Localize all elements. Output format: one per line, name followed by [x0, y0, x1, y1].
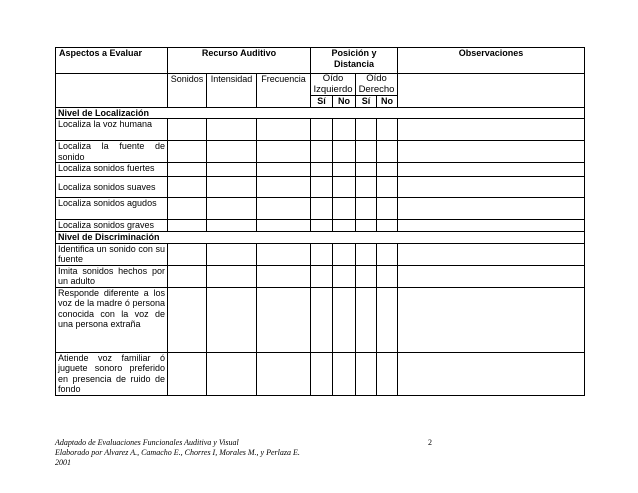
section-title-localization: Nivel de Localización [56, 107, 585, 119]
row-label: Localiza sonidos graves [56, 220, 168, 232]
table-row [56, 287, 585, 352]
footer-credits [55, 438, 300, 468]
header-observations-blank [398, 74, 585, 108]
row-label: Identifica un sonido con su fuente [56, 243, 168, 265]
row-label: Imita sonidos hechos por un adulto [56, 265, 168, 287]
footer-line-1: Adaptado de Evaluaciones Funcionales Auditiva y Visual [55, 438, 239, 447]
header-aspects-blank [56, 74, 168, 108]
row-label: Localiza la voz humana [56, 119, 168, 141]
footer-line-3: 2001 [55, 458, 71, 467]
header-frequency: Frecuencia [257, 74, 311, 108]
section-title-discrimination: Nivel de Discriminación [56, 232, 585, 244]
table-row [56, 163, 585, 177]
table-row [56, 220, 585, 232]
table-row [56, 198, 585, 220]
header-right-no: No [377, 96, 398, 108]
header-observations: Observaciones [398, 48, 585, 74]
page-number: 2 [428, 438, 432, 447]
header-right-yes: Sí [356, 96, 377, 108]
table-row [56, 352, 585, 395]
table-row [56, 119, 585, 141]
header-left-ear: Oído Izquierdo [311, 74, 356, 96]
row-label: Localiza sonidos fuertes [56, 163, 168, 177]
evaluation-table [55, 47, 585, 396]
header-sounds: Sonidos [168, 74, 207, 108]
header-position: Posición y Distancia [311, 48, 398, 74]
row-label: Localiza sonidos suaves [56, 177, 168, 198]
table-row [56, 177, 585, 198]
row-label: Atiende voz familiar ó juguete sonoro preferido en presencia de ruido de fondo [56, 352, 168, 395]
row-label: Responde diferente a los voz de la madre ó persona conocida con la voz de una persona extraña [56, 287, 168, 352]
header-left-yes: Sí [311, 96, 333, 108]
header-resource: Recurso Auditivo [168, 48, 311, 74]
row-label: Localiza la fuente de sonido [56, 141, 168, 163]
header-intensity: Intensidad [207, 74, 257, 108]
table-row [56, 141, 585, 163]
table-row [56, 243, 585, 265]
footer-line-2: Elaborado por Alvarez A., Camacho E., Chorres I, Morales M., y Perlaza E. [55, 448, 300, 457]
header-right-ear: Oído Derecho [356, 74, 398, 96]
header-left-no: No [333, 96, 356, 108]
header-aspects: Aspectos a Evaluar [56, 48, 168, 74]
table-row [56, 265, 585, 287]
row-label: Localiza sonidos agudos [56, 198, 168, 220]
